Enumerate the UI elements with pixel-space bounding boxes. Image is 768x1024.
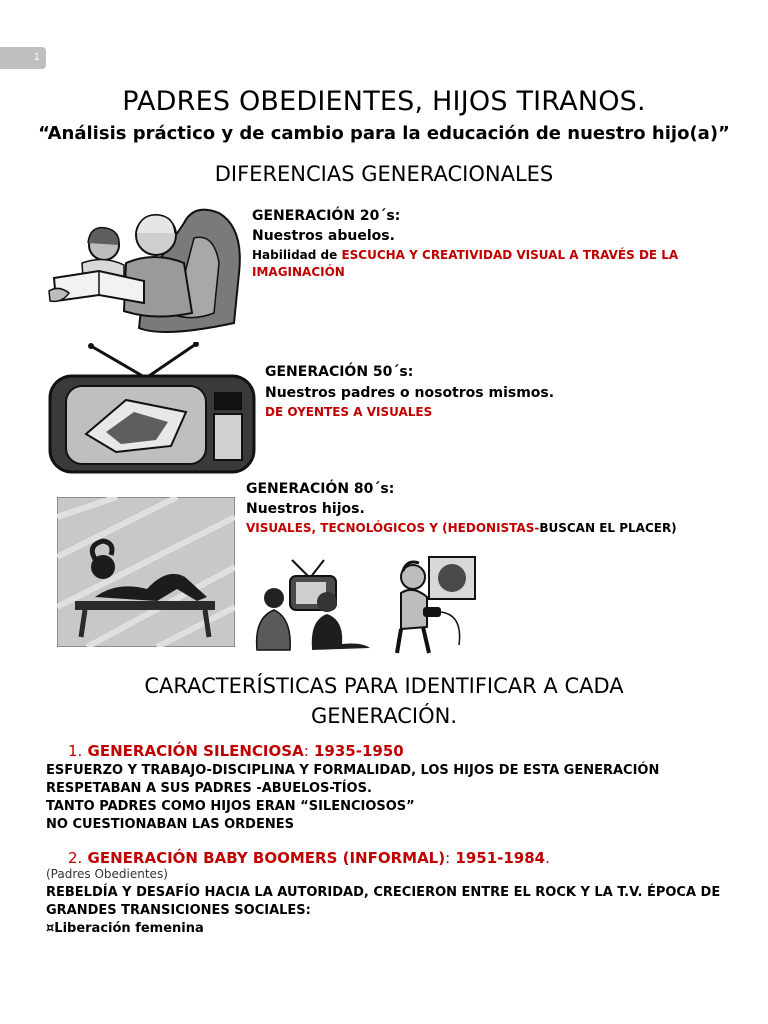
kids-watching-tv-icon [252, 558, 372, 653]
generation-20s-description: Habilidad de ESCUCHA Y CREATIVIDAD VISUAL A TRAVÉS DE LA IMAGINACIÓN [252, 248, 679, 279]
baby-boomers-note: (Padres Obedientes) [46, 867, 168, 881]
bullet-icon: ¤ [46, 921, 55, 936]
baby-boomers-bullet-item: ¤Liberación femenina [46, 921, 204, 936]
generation-50s-description: DE OYENTES A VISUALES [265, 405, 433, 419]
silent-generation-line-3: TANTO PADRES COMO HIJOS ERAN “SILENCIOSOS” [46, 799, 415, 814]
page-title: PADRES OBEDIENTES, HIJOS TIRANOS. [122, 86, 646, 117]
relaxing-person-icon [57, 497, 235, 647]
generation-80s-title: GENERACIÓN 80´s: [246, 481, 395, 497]
silent-generation-line-2: RESPETABAN A SUS PADRES -ABUELOS-TÍOS. [46, 781, 372, 796]
list-item-silent-generation-heading: 1. GENERACIÓN SILENCIOSA: 1935-1950 [68, 742, 404, 760]
silent-generation-line-1: ESFUERZO Y TRABAJO-DISCIPLINA Y FORMALIDAD, LOS HIJOS DE ESTA GENERACIÓN [46, 763, 660, 778]
generation-80s-subtitle: Nuestros hijos. [246, 501, 365, 517]
silent-generation-line-4: NO CUESTIONABAN LAS ORDENES [46, 817, 294, 832]
baby-boomers-line-1: REBELDÍA Y DESAFÍO HACIA LA AUTORIDAD, CRECIERON ENTRE EL ROCK Y LA T.V. ÉPOCA DE [46, 885, 721, 900]
generation-20s-title: GENERACIÓN 20´s: [252, 208, 401, 224]
section-title-differences: DIFERENCIAS GENERACIONALES [214, 162, 554, 186]
page-subtitle: “Análisis práctico y de cambio para la educación de nuestro hijo(a)” [38, 123, 730, 144]
page-number-tab: 1 [0, 47, 46, 69]
baby-boomers-line-2: GRANDES TRANSICIONES SOCIALES: [46, 903, 311, 918]
section-title-characteristics: CARACTERÍSTICAS PARA IDENTIFICAR A CADA GENERACIÓN. [144, 674, 624, 728]
television-icon [46, 342, 256, 474]
generation-50s-title: GENERACIÓN 50´s: [265, 364, 414, 380]
generation-20s-subtitle: Nuestros abuelos. [252, 228, 395, 244]
generation-80s-description: VISUALES, TECNOLÓGICOS Y (HEDONISTAS-BUSCAN EL PLACER) [246, 521, 677, 535]
list-item-baby-boomers-heading: 2. GENERACIÓN BABY BOOMERS (INFORMAL): 1951-1984. [68, 849, 550, 867]
video-game-player-icon [383, 555, 483, 655]
grandfather-reading-icon [44, 203, 254, 338]
generation-50s-subtitle: Nuestros padres o nosotros mismos. [265, 385, 555, 401]
